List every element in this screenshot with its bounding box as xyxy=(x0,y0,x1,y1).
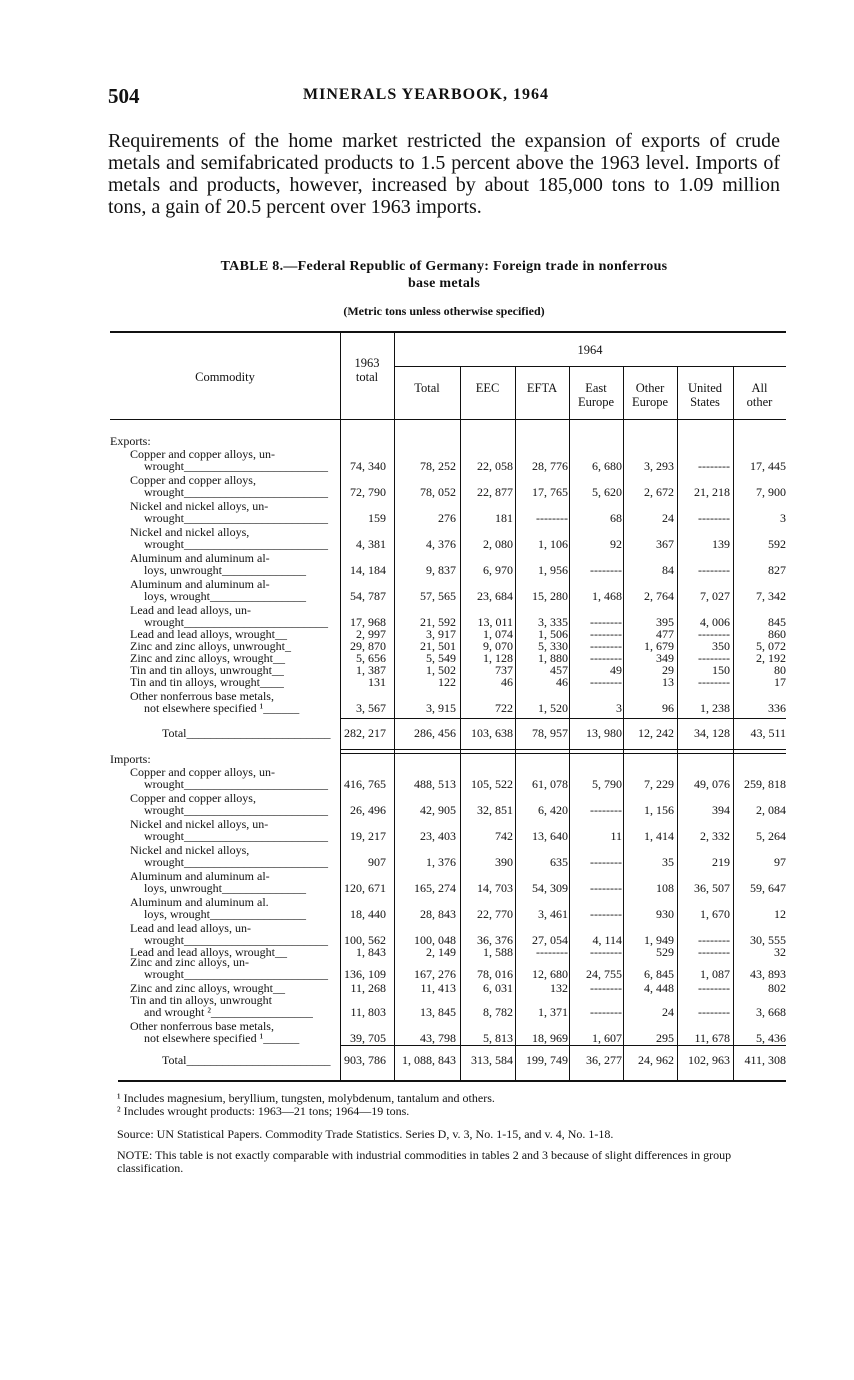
cell-east-europe: 1, 468 xyxy=(592,589,622,603)
body-paragraph: Requirements of the home market restricted the expansion of exports of crude metals and semifabricated products to 1.5 percent above the 1963 level. Imports of metals and products, however, increased by about 185,000 tons to 1.09 million tons, a gain of 20.5 percent over 1963 imports. xyxy=(108,130,780,218)
cell-1963-total: 17, 968 xyxy=(350,615,386,629)
cell-eec: 14, 703 xyxy=(477,881,513,895)
cell-1963-total: 39, 705 xyxy=(350,1031,386,1045)
cell-other-europe: 13 xyxy=(662,675,674,689)
cell-all-other: 827 xyxy=(768,563,786,577)
cell-other-europe: 2, 764 xyxy=(644,589,674,603)
header-total: Total xyxy=(414,381,440,395)
cell-total-1964: 78, 252 xyxy=(420,459,456,473)
cell-other-europe: 24 xyxy=(662,1005,674,1019)
cell-eec: 742 xyxy=(495,829,513,843)
cell-united-states: -------- xyxy=(698,459,730,473)
cell-united-states: -------- xyxy=(698,563,730,577)
cell-all-other: 845 xyxy=(768,615,786,629)
cell-efta: -------- xyxy=(536,945,568,959)
commodity-label: Lead and lead alloys, wrought__ xyxy=(130,945,287,959)
cell-1963-total: 26, 496 xyxy=(350,803,386,817)
cell-all-other: 43, 511 xyxy=(750,726,786,740)
cell-total-1964: 100, 048 xyxy=(414,933,456,947)
cell-total-1964: 122 xyxy=(438,675,456,689)
cell-1963-total: 159 xyxy=(368,511,386,525)
commodity-label: Nickel and nickel alloys, un- wrought________________________ xyxy=(130,499,328,525)
cell-1963-total: 120, 671 xyxy=(344,881,386,895)
header-1963-line1: 1963 xyxy=(354,356,380,370)
cell-total-1964: 13, 845 xyxy=(420,1005,456,1019)
cell-efta: 1, 106 xyxy=(538,537,568,551)
cell-all-other: 43, 893 xyxy=(750,967,786,981)
table-title-line2: base metals xyxy=(407,276,481,291)
cell-1963-total: 14, 184 xyxy=(350,563,386,577)
cell-all-other: 32 xyxy=(774,945,786,959)
cell-east-europe: -------- xyxy=(590,1005,622,1019)
cell-total-1964: 42, 905 xyxy=(420,803,456,817)
commodity-label: Other nonferrous base metals, not elsewhere specified ¹______ xyxy=(130,689,300,715)
page-number: 504 xyxy=(108,84,140,108)
cell-all-other: 3, 668 xyxy=(756,1005,786,1019)
header-1964: 1964 xyxy=(577,343,603,357)
commodity-label: Aluminum and aluminum al- loys, wrought________________ xyxy=(130,577,306,603)
cell-united-states: 36, 507 xyxy=(694,881,730,895)
cell-total-1964: 3, 915 xyxy=(426,701,456,715)
cell-efta: 1, 520 xyxy=(538,701,568,715)
cell-other-europe: 1, 156 xyxy=(644,803,674,817)
cell-east-europe: 6, 680 xyxy=(592,459,622,473)
cell-all-other: 5, 072 xyxy=(756,639,786,653)
header-east-line2: Europe xyxy=(577,395,615,409)
cell-total-1964: 78, 052 xyxy=(420,485,456,499)
cell-united-states: 139 xyxy=(712,537,730,551)
footnotes xyxy=(117,1092,789,1175)
cell-total-1964: 57, 565 xyxy=(420,589,456,603)
cell-1963-total: 4, 381 xyxy=(356,537,386,551)
cell-other-europe: 7, 229 xyxy=(644,777,674,791)
cell-1963-total: 100, 562 xyxy=(344,933,386,947)
cell-1963-total: 136, 109 xyxy=(344,967,386,981)
source-note: Source: UN Statistical Papers. Commodity Trade Statistics. Series D, v. 3, No. 1-15, and v. 4, No. 1-18. xyxy=(117,1127,614,1141)
cell-other-europe: 24, 962 xyxy=(638,1053,674,1067)
cell-other-europe: 477 xyxy=(656,627,674,641)
cell-efta: 3, 461 xyxy=(538,907,568,921)
cell-other-europe: 24 xyxy=(662,511,674,525)
cell-total-1964: 167, 276 xyxy=(414,967,456,981)
cell-east-europe: -------- xyxy=(590,639,622,653)
cell-total-1964: 3, 917 xyxy=(426,627,456,641)
cell-eec: 22, 058 xyxy=(477,459,513,473)
cell-efta: 27, 054 xyxy=(532,933,568,947)
col-line-efta xyxy=(515,367,516,1080)
cell-eec: 737 xyxy=(495,663,513,677)
cell-eec: 2, 080 xyxy=(483,537,513,551)
cell-total-1964: 165, 274 xyxy=(414,881,456,895)
cell-other-europe: 29 xyxy=(662,663,674,677)
cell-eec: 13, 011 xyxy=(477,615,513,629)
cell-total-1964: 21, 592 xyxy=(420,615,456,629)
cell-other-europe: 12, 242 xyxy=(638,726,674,740)
cell-eec: 36, 376 xyxy=(477,933,513,947)
header-eec: EEC xyxy=(475,381,500,395)
cell-all-other: 17, 445 xyxy=(750,459,786,473)
cell-other-europe: 4, 448 xyxy=(644,981,674,995)
cell-other-europe: 1, 949 xyxy=(644,933,674,947)
cell-1963-total: 29, 870 xyxy=(350,639,386,653)
col-line-us xyxy=(677,367,678,1080)
cell-united-states: 2, 332 xyxy=(700,829,730,843)
header-all-line1: All xyxy=(751,381,768,395)
commodity-label: Lead and lead alloys, un- wrought________________________ xyxy=(130,921,328,947)
cell-united-states: 49, 076 xyxy=(694,777,730,791)
cell-1963-total: 3, 567 xyxy=(356,701,386,715)
commodity-label: Nickel and nickel alloys, wrought________________________ xyxy=(130,843,328,869)
header-1963-total xyxy=(340,356,394,384)
header-us-line2: States xyxy=(690,395,720,409)
cell-total-1964: 21, 501 xyxy=(420,639,456,653)
header-us-line1: United xyxy=(687,381,723,395)
cell-other-europe: 2, 672 xyxy=(644,485,674,499)
cell-east-europe: 68 xyxy=(610,511,622,525)
cell-1963-total: 11, 803 xyxy=(350,1005,386,1019)
cell-all-other: 411, 308 xyxy=(744,1053,786,1067)
cell-other-europe: 349 xyxy=(656,651,674,665)
cell-eec: 22, 877 xyxy=(477,485,513,499)
commodity-label: Aluminum and aluminum al. loys, wrought________________ xyxy=(130,895,306,921)
cell-other-europe: 108 xyxy=(656,881,674,895)
cell-total-1964: 11, 413 xyxy=(420,981,456,995)
cell-all-other: 30, 555 xyxy=(750,933,786,947)
cell-total-1964: 4, 376 xyxy=(426,537,456,551)
cell-east-europe: 5, 790 xyxy=(592,777,622,791)
commodity-label: Total________________________ xyxy=(162,726,331,740)
footnote-2: ² Includes wrought products: 1963—21 tons; 1964—19 tons. xyxy=(117,1104,410,1118)
cell-other-europe: 96 xyxy=(662,701,674,715)
cell-eec: 1, 074 xyxy=(483,627,513,641)
commodity-label: Copper and copper alloys, un- wrought________________________ xyxy=(130,447,328,473)
cell-other-europe: 295 xyxy=(656,1031,674,1045)
cell-eec: 32, 851 xyxy=(477,803,513,817)
commodity-label: Zinc and zinc alloys, wrought__ xyxy=(130,981,285,995)
cell-all-other: 259, 818 xyxy=(744,777,786,791)
cell-all-other: 97 xyxy=(774,855,786,869)
cell-efta: -------- xyxy=(536,511,568,525)
cell-1963-total: 907 xyxy=(368,855,386,869)
cell-other-europe: 6, 845 xyxy=(644,967,674,981)
cell-efta: 15, 280 xyxy=(532,589,568,603)
cell-east-europe: 3 xyxy=(616,701,622,715)
cell-united-states: 150 xyxy=(712,663,730,677)
cell-east-europe: -------- xyxy=(590,881,622,895)
year-header-rule xyxy=(394,366,786,367)
cell-united-states: 350 xyxy=(712,639,730,653)
table-note: NOTE: This table is not exactly comparable with industrial commodities in tables 2 and 3 because of slight differences in group classification. xyxy=(117,1148,732,1175)
cell-east-europe: 36, 277 xyxy=(586,1053,622,1067)
cell-total-1964: 488, 513 xyxy=(414,777,456,791)
cell-all-other: 17 xyxy=(774,675,786,689)
cell-all-other: 336 xyxy=(768,701,786,715)
table-top-rule xyxy=(110,331,786,333)
header-east-europe xyxy=(569,381,623,409)
table-title xyxy=(108,258,780,292)
cell-efta: 17, 765 xyxy=(532,485,568,499)
cell-1963-total: 54, 787 xyxy=(350,589,386,603)
cell-east-europe: -------- xyxy=(590,981,622,995)
header-other-line2: Europe xyxy=(631,395,669,409)
cell-efta: 1, 506 xyxy=(538,627,568,641)
cell-eec: 1, 128 xyxy=(483,651,513,665)
cell-united-states: 394 xyxy=(712,803,730,817)
cell-1963-total: 11, 268 xyxy=(350,981,386,995)
imports-divider-rule xyxy=(340,753,786,754)
cell-efta: 18, 969 xyxy=(532,1031,568,1045)
cell-other-europe: 367 xyxy=(656,537,674,551)
cell-united-states: 102, 963 xyxy=(688,1053,730,1067)
cell-eec: 181 xyxy=(495,511,513,525)
cell-efta: 13, 640 xyxy=(532,829,568,843)
cell-all-other: 5, 436 xyxy=(756,1031,786,1045)
cell-efta: 1, 880 xyxy=(538,651,568,665)
cell-all-other: 802 xyxy=(768,981,786,995)
col-line-total xyxy=(394,333,395,1080)
cell-all-other: 2, 084 xyxy=(756,803,786,817)
cell-united-states: -------- xyxy=(698,651,730,665)
commodity-label: Total________________________ xyxy=(162,1053,331,1067)
cell-eec: 6, 970 xyxy=(483,563,513,577)
cell-east-europe: -------- xyxy=(590,615,622,629)
cell-1963-total: 1, 387 xyxy=(356,663,386,677)
cell-efta: 78, 957 xyxy=(532,726,568,740)
header-other-line1: Other xyxy=(635,381,665,395)
cell-1963-total: 416, 765 xyxy=(344,777,386,791)
commodity-label: Aluminum and aluminum al- loys, unwrought______________ xyxy=(130,869,306,895)
cell-total-1964: 43, 798 xyxy=(420,1031,456,1045)
cell-east-europe: 4, 114 xyxy=(592,933,622,947)
cell-united-states: 7, 027 xyxy=(700,589,730,603)
cell-east-europe: 13, 980 xyxy=(586,726,622,740)
cell-1963-total: 74, 340 xyxy=(350,459,386,473)
header-bottom-rule xyxy=(110,419,786,420)
cell-total-1964: 23, 403 xyxy=(420,829,456,843)
cell-united-states: 21, 218 xyxy=(694,485,730,499)
commodity-label: Copper and copper alloys, un- wrought________________________ xyxy=(130,765,328,791)
cell-efta: 61, 078 xyxy=(532,777,568,791)
cell-total-1964: 5, 549 xyxy=(426,651,456,665)
cell-efta: 132 xyxy=(550,981,568,995)
exports-total-rule-top xyxy=(340,718,786,719)
cell-east-europe: 5, 620 xyxy=(592,485,622,499)
cell-east-europe: 92 xyxy=(610,537,622,551)
commodity-label: Tin and tin alloys, unwrought__ xyxy=(130,663,284,677)
cell-other-europe: 1, 679 xyxy=(644,639,674,653)
cell-1963-total: 2, 997 xyxy=(356,627,386,641)
cell-united-states: -------- xyxy=(698,675,730,689)
cell-efta: 457 xyxy=(550,663,568,677)
cell-eec: 5, 813 xyxy=(483,1031,513,1045)
cell-east-europe: -------- xyxy=(590,855,622,869)
cell-east-europe: 49 xyxy=(610,663,622,677)
cell-east-europe: -------- xyxy=(590,675,622,689)
cell-eec: 23, 684 xyxy=(477,589,513,603)
cell-all-other: 7, 342 xyxy=(756,589,786,603)
cell-other-europe: 529 xyxy=(656,945,674,959)
cell-united-states: 4, 006 xyxy=(700,615,730,629)
commodity-label: Zinc and zinc alloys, un- wrought________________________ xyxy=(130,955,328,981)
header-1963-line2: total xyxy=(355,370,379,384)
cell-other-europe: 395 xyxy=(656,615,674,629)
commodity-label: Zinc and zinc alloys, wrought__ xyxy=(130,651,285,665)
table-subtitle: (Metric tons unless otherwise specified) xyxy=(343,304,545,318)
cell-all-other: 5, 264 xyxy=(756,829,786,843)
cell-efta: 1, 371 xyxy=(538,1005,568,1019)
header-all-line2: other xyxy=(746,395,773,409)
cell-total-1964: 28, 843 xyxy=(420,907,456,921)
cell-eec: 722 xyxy=(495,701,513,715)
cell-united-states: 34, 128 xyxy=(694,726,730,740)
cell-other-europe: 84 xyxy=(662,563,674,577)
commodity-label: Aluminum and aluminum al- loys, unwrought______________ xyxy=(130,551,306,577)
exports-total-rule-bottom xyxy=(340,749,786,750)
cell-east-europe: -------- xyxy=(590,907,622,921)
cell-all-other: 860 xyxy=(768,627,786,641)
cell-1963-total: 18, 440 xyxy=(350,907,386,921)
cell-east-europe: -------- xyxy=(590,803,622,817)
cell-efta: 12, 680 xyxy=(532,967,568,981)
cell-east-europe: -------- xyxy=(590,945,622,959)
cell-all-other: 7, 900 xyxy=(756,485,786,499)
cell-united-states: -------- xyxy=(698,945,730,959)
footnote-1: ¹ Includes magnesium, beryllium, tungsten, molybdenum, tantalum and others. xyxy=(117,1091,495,1105)
cell-1963-total: 903, 786 xyxy=(344,1053,386,1067)
cell-united-states: -------- xyxy=(698,981,730,995)
cell-east-europe: -------- xyxy=(590,563,622,577)
cell-united-states: -------- xyxy=(698,933,730,947)
imports-section-label: Imports: xyxy=(110,752,151,766)
commodity-label: Nickel and nickel alloys, wrought________________________ xyxy=(130,525,328,551)
cell-all-other: 59, 647 xyxy=(750,881,786,895)
commodity-label: Copper and copper alloys, wrought________________________ xyxy=(130,473,328,499)
commodity-label: Lead and lead alloys, wrought__ xyxy=(130,627,287,641)
cell-united-states: -------- xyxy=(698,511,730,525)
cell-eec: 78, 016 xyxy=(477,967,513,981)
cell-united-states: -------- xyxy=(698,1005,730,1019)
running-title: MINERALS YEARBOOK, 1964 xyxy=(303,86,549,103)
cell-united-states: 1, 238 xyxy=(700,701,730,715)
cell-1963-total: 282, 217 xyxy=(344,726,386,740)
commodity-label: Zinc and zinc alloys, unwrought_ xyxy=(130,639,291,653)
header-other-europe xyxy=(623,381,677,409)
cell-eec: 105, 522 xyxy=(471,777,513,791)
exports-section-label: Exports: xyxy=(110,434,151,448)
cell-eec: 390 xyxy=(495,855,513,869)
cell-total-1964: 1, 376 xyxy=(426,855,456,869)
cell-other-europe: 930 xyxy=(656,907,674,921)
cell-total-1964: 1, 088, 843 xyxy=(402,1053,456,1067)
cell-united-states: 1, 087 xyxy=(700,967,730,981)
header-all-other xyxy=(733,381,786,409)
cell-east-europe: 1, 607 xyxy=(592,1031,622,1045)
cell-efta: 28, 776 xyxy=(532,459,568,473)
cell-efta: 3, 335 xyxy=(538,615,568,629)
header-commodity: Commodity xyxy=(195,370,255,384)
cell-eec: 8, 782 xyxy=(483,1005,513,1019)
cell-all-other: 3 xyxy=(780,511,786,525)
col-line-east xyxy=(569,367,570,1080)
header-efta: EFTA xyxy=(526,381,558,395)
cell-east-europe: 24, 755 xyxy=(586,967,622,981)
commodity-label: Other nonferrous base metals, not elsewhere specified ¹______ xyxy=(130,1019,300,1045)
commodity-label: Tin and tin alloys, unwrought and wrought ²_________________ xyxy=(130,993,313,1019)
cell-1963-total: 131 xyxy=(368,675,386,689)
cell-1963-total: 72, 790 xyxy=(350,485,386,499)
cell-efta: 5, 330 xyxy=(538,639,568,653)
cell-1963-total: 5, 656 xyxy=(356,651,386,665)
cell-efta: 54, 309 xyxy=(532,881,568,895)
cell-all-other: 80 xyxy=(774,663,786,677)
cell-eec: 313, 584 xyxy=(471,1053,513,1067)
cell-eec: 6, 031 xyxy=(483,981,513,995)
cell-other-europe: 1, 414 xyxy=(644,829,674,843)
cell-total-1964: 286, 456 xyxy=(414,726,456,740)
cell-eec: 103, 638 xyxy=(471,726,513,740)
commodity-label: Tin and tin alloys, wrought____ xyxy=(130,675,284,689)
page-header xyxy=(108,84,780,114)
header-east-line1: East xyxy=(585,381,607,395)
cell-united-states: -------- xyxy=(698,627,730,641)
commodity-label: Lead and lead alloys, un- wrought________________________ xyxy=(130,603,328,629)
cell-all-other: 12 xyxy=(774,907,786,921)
col-line-other xyxy=(623,367,624,1080)
cell-efta: 6, 420 xyxy=(538,803,568,817)
cell-efta: 199, 749 xyxy=(526,1053,568,1067)
cell-total-1964: 9, 837 xyxy=(426,563,456,577)
cell-total-1964: 276 xyxy=(438,511,456,525)
header-united-states xyxy=(677,381,733,409)
cell-all-other: 2, 192 xyxy=(756,651,786,665)
cell-efta: 635 xyxy=(550,855,568,869)
commodity-label: Nickel and nickel alloys, un- wrought________________________ xyxy=(130,817,328,843)
cell-1963-total: 19, 217 xyxy=(350,829,386,843)
cell-eec: 22, 770 xyxy=(477,907,513,921)
cell-total-1964: 2, 149 xyxy=(426,945,456,959)
cell-all-other: 592 xyxy=(768,537,786,551)
cell-united-states: 1, 670 xyxy=(700,907,730,921)
cell-east-europe: -------- xyxy=(590,651,622,665)
cell-total-1964: 1, 502 xyxy=(426,663,456,677)
table-bottom-rule xyxy=(118,1080,786,1082)
cell-east-europe: 11 xyxy=(610,829,622,843)
col-line-all xyxy=(733,367,734,1080)
cell-1963-total: 1, 843 xyxy=(356,945,386,959)
commodity-label: Copper and copper alloys, wrought________________________ xyxy=(130,791,328,817)
imports-total-rule-top xyxy=(340,1045,786,1046)
col-line-eec xyxy=(460,367,461,1080)
cell-eec: 9, 070 xyxy=(483,639,513,653)
cell-other-europe: 3, 293 xyxy=(644,459,674,473)
table-title-line1: TABLE 8.—Federal Republic of Germany: Foreign trade in nonferrous xyxy=(220,259,668,274)
cell-united-states: 11, 678 xyxy=(694,1031,730,1045)
cell-eec: 46 xyxy=(501,675,513,689)
cell-efta: 1, 956 xyxy=(538,563,568,577)
cell-other-europe: 35 xyxy=(662,855,674,869)
cell-east-europe: -------- xyxy=(590,627,622,641)
cell-efta: 46 xyxy=(556,675,568,689)
cell-united-states: 219 xyxy=(712,855,730,869)
cell-eec: 1, 588 xyxy=(483,945,513,959)
